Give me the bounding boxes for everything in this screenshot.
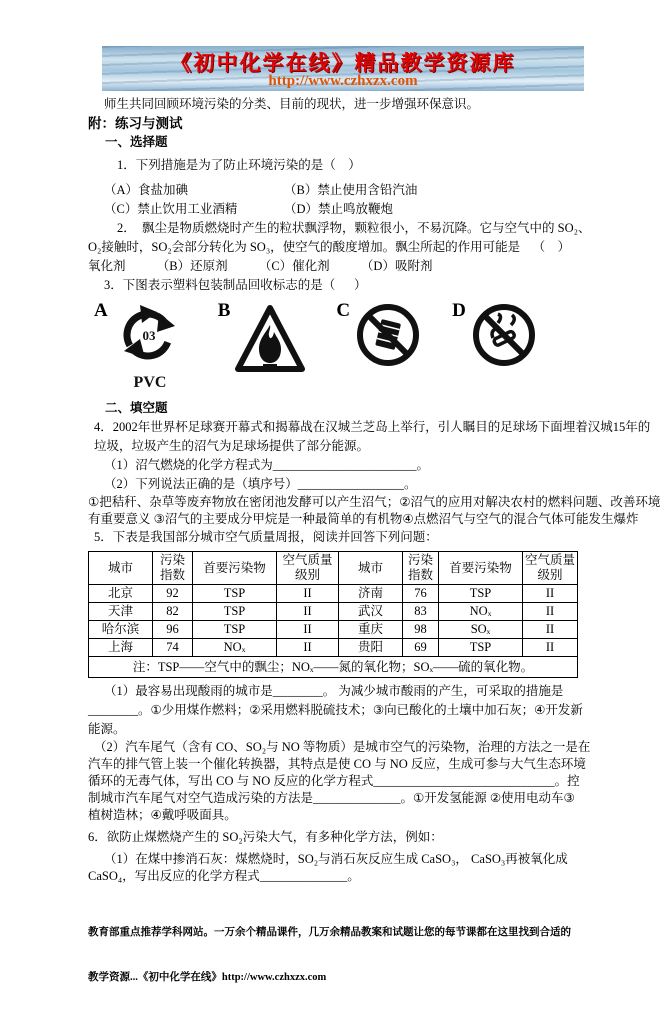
table-cell: TSP (193, 621, 277, 639)
document-page (0, 46, 661, 981)
table-header-cell: 城市 (89, 552, 153, 585)
appendix-heading: 附：练习与测试 (88, 116, 183, 131)
q2-line-3: 氧化剂 （B）还原剂 （C）催化剂 （D）吸附剂 (88, 259, 433, 273)
q4-line-2: 垃圾，垃圾产生的沼气为足球场提供了部分能源。 (94, 439, 370, 453)
table-cell: 74 (153, 639, 193, 657)
table-cell: NOₓ (193, 639, 277, 657)
symbol-option-c (336, 301, 422, 369)
table-cell: 贵阳 (339, 639, 403, 657)
banner-url[interactable]: http://www.czhxzx.com (268, 73, 418, 89)
table-cell: 98 (403, 621, 439, 639)
q5-part1-line-1: （1）最容易出现酸雨的城市是________。 为减少城市酸雨的产生，可采取的措施是 (104, 684, 564, 698)
q2-line-2: O₂接触时，SO₂会部分转化为 SO₃，使空气的酸度增加。飘尘所起的作用可能是 （ ） (88, 240, 571, 254)
table-cell: 92 (153, 585, 193, 603)
air-quality-table (88, 551, 578, 678)
table-header-cell: 首要污染物 (193, 552, 277, 585)
recycling-symbols-row (94, 301, 577, 393)
q4-part-1: （1）沼气燃烧的化学方程式为_______________________。 (104, 458, 430, 472)
q4-options-line-2: 有重要意义 ③沼气的主要成分甲烷是一种最简单的有机物④点燃沼气与空气的混合气体可能发生爆炸 (88, 512, 639, 526)
symbol-b-letter: B (217, 300, 231, 321)
table-cell: 上海 (89, 639, 153, 657)
q4-options-line-1: ①把秸秆、杂草等废弃物放在密闭池发酵可以产生沼气；②沼气的应用对解决农村的燃料问题、改善环境 (88, 495, 661, 509)
table-cell: 武汉 (339, 603, 403, 621)
q4-line-1: 4．2002年世界杯足球赛开幕式和揭幕战在汉城兰芝岛上举行，引人瞩目的足球场下面埋着汉城15年的 (94, 420, 651, 434)
footer-site-name: 教学资源...《初中化学在线》 (88, 972, 222, 983)
q6-stem: 6．欲防止煤燃烧产生的 SO₂污染大气，有多种化学方法，例如： (88, 830, 443, 844)
page-footer (88, 895, 621, 1015)
table-row (89, 603, 578, 621)
footer-line-2 (88, 970, 621, 985)
table-header-cell: 空气质量级别 (277, 552, 339, 585)
q1-option-b: （B）禁止使用含铅汽油 (284, 183, 418, 197)
flammable-warning-icon (234, 301, 306, 375)
table-cell: 济南 (339, 585, 403, 603)
footer-line-1: 教育部重点推荐学科网站。一万余个精品课件，几万余精品教案和试题让您的每节课都在这里找到合适的 (88, 927, 571, 938)
table-cell: NOₓ (439, 603, 523, 621)
table-cell: 83 (403, 603, 439, 621)
table-cell: 76 (403, 585, 439, 603)
table-header-cell: 空气质量级别 (523, 552, 578, 585)
q4-part-2: （2）下列说法正确的是（填序号）_________________。 (104, 477, 417, 491)
q5-stem: 5．下表是我国部分城市空气质量周报，阅读并回答下列问题： (94, 530, 438, 544)
recycling-arrows-icon (112, 301, 188, 391)
table-header-cell: 污染指数 (153, 552, 193, 585)
q5-part2-line-5: 植树造林；④戴呼吸面具。 (88, 808, 237, 822)
q6-part1-line-1: （1）在煤中掺消石灰：煤燃烧时，SO₂与消石灰反应生成 CaSO₃， CaSO₃再被氧化成 (104, 852, 568, 866)
symbol-d-letter: D (452, 300, 466, 321)
table-cell: 哈尔滨 (89, 621, 153, 639)
site-banner (102, 46, 584, 91)
table-header-cell: 城市 (339, 552, 403, 585)
footer-url[interactable]: http://www.czhxzx.com (221, 972, 327, 983)
q2-line-1: 2． 飘尘是物质燃烧时产生的粒状飘浮物，颗粒很小，不易沉降。它与空气中的 SO₂、 (117, 221, 591, 235)
section2-heading: 二、填空题 (105, 401, 168, 415)
q3-stem: 3．下图表示塑料包装制品回收标志的是（ ） (104, 278, 367, 292)
table-row (89, 639, 578, 657)
symbol-a-letter: A (94, 300, 108, 321)
q1-stem: 1．下列措施是为了防止环境污染的是（ ） (117, 158, 361, 172)
table-cell: 96 (153, 621, 193, 639)
table-cell: TSP (193, 603, 277, 621)
table-cell: 天津 (89, 603, 153, 621)
table-cell: TSP (193, 585, 277, 603)
recycling-code-label: 03 (142, 328, 156, 343)
symbol-c-letter: C (336, 300, 351, 321)
table-note: 注：TSP——空气中的飘尘；NOₓ——氮的氧化物；SOₓ——硫的氧化物。 (89, 657, 578, 678)
q1-option-d: （D）禁止鸣放鞭炮 (284, 202, 394, 216)
section1-heading: 一、选择题 (105, 135, 168, 149)
q1-options-row-2 (88, 200, 577, 219)
table-cell: TSP (439, 585, 523, 603)
table-header-cell: 首要污染物 (439, 552, 523, 585)
table-cell: II (523, 639, 578, 657)
recycling-material-label: PVC (133, 374, 167, 391)
q5-part1-line-3: 能源。 (88, 722, 126, 736)
q1-option-c: （C）禁止饮用工业酒精 (104, 202, 238, 216)
no-smoking-icon (470, 301, 538, 369)
table-cell: 重庆 (339, 621, 403, 639)
q5-part2-line-2: 汽车的排气管上装一个催化转换器，其特点是使 CO 与 NO 反应，生成可参与大气生态环境 (88, 757, 586, 771)
table-cell: II (277, 585, 339, 603)
q1-options-row-1 (88, 181, 577, 200)
q1-option-a: （A）食盐加碘 (104, 183, 189, 197)
symbol-option-b (218, 301, 307, 375)
table-cell: II (523, 621, 578, 639)
q5-part2-line-4: 制城市汽车尾气对空气造成污染的方法是______________。①开发氢能源 ②使用电动车③ (88, 791, 575, 805)
table-cell: 69 (403, 639, 439, 657)
symbol-option-a (94, 301, 188, 391)
table-note-row (89, 657, 578, 678)
q5-part2-line-1: （2）汽车尾气（含有 CO、SO₂与 NO 等物质）是城市空气的污染物，治理的方法之一是在 (94, 740, 591, 754)
table-cell: II (523, 585, 578, 603)
document-content (88, 95, 661, 885)
intro-line: 师生共同回顾环境污染的分类、目前的现状，进一步增强环保意识。 (104, 97, 480, 111)
q5-part1-line-2: ________。①少用煤作燃料；②采用燃料脱硫技术；③向已酸化的土壤中加石灰；④开发新 (88, 703, 583, 717)
table-cell: II (277, 621, 339, 639)
table-row (89, 621, 578, 639)
symbol-option-d (452, 301, 538, 369)
table-cell: II (277, 639, 339, 657)
banner-title: 《初中化学在线》精品教学资源库 (170, 51, 516, 75)
q5-part2-line-3: 循环的无毒气体，写出 CO 与 NO 反应的化学方程式_____________________________。控 (88, 774, 580, 788)
table-cell: SOₓ (439, 621, 523, 639)
table-header-row (89, 552, 578, 585)
table-cell: TSP (439, 639, 523, 657)
no-waste-drum-icon (354, 301, 422, 369)
table-cell: 82 (153, 603, 193, 621)
table-cell: 北京 (89, 585, 153, 603)
table-row (89, 585, 578, 603)
table-cell: II (277, 603, 339, 621)
table-cell: II (523, 603, 578, 621)
table-header-cell: 污染指数 (403, 552, 439, 585)
q6-part1-line-2: CaSO₄，写出反应的化学方程式______________。 (88, 869, 360, 883)
